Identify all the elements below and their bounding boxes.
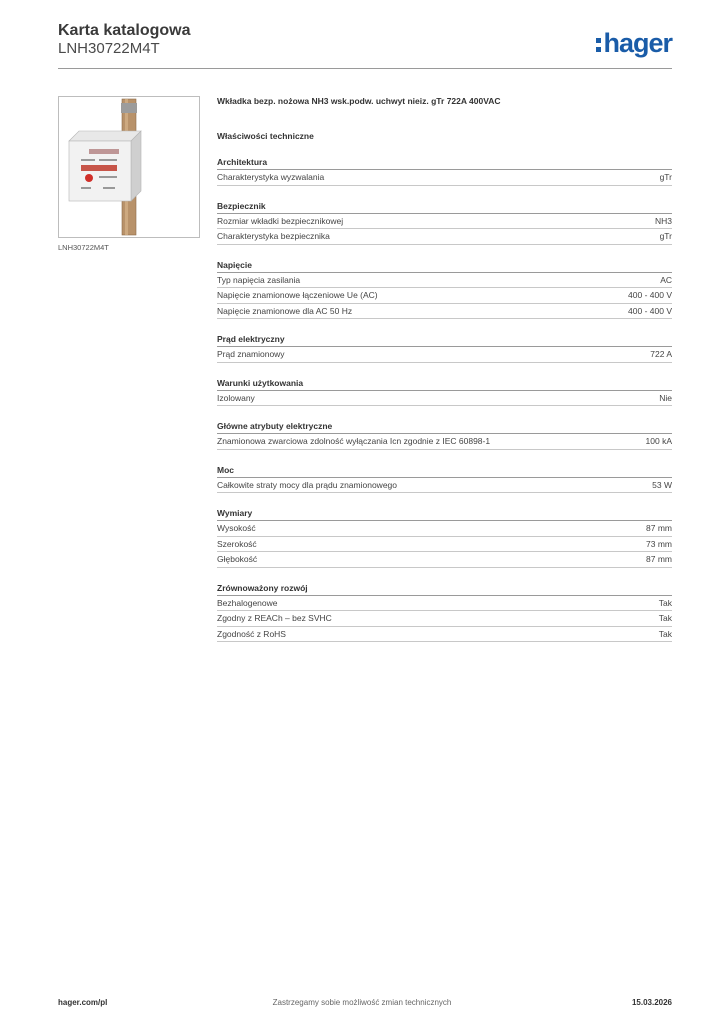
spec-label: Bezhalogenowe [217,597,278,608]
spec-row [217,214,672,230]
spec-value: 87 mm [646,523,672,533]
page-title: Karta katalogowa [58,22,191,39]
spec-section [217,334,672,363]
spec-value: Tak [658,613,672,623]
spec-label: Izolowany [217,392,255,403]
spec-label: Typ napięcia zasilania [217,274,301,285]
spec-row [217,521,672,537]
footer-website-link[interactable]: hager.com/pl [58,998,108,1007]
spec-value: gTr [659,172,672,182]
spec-label: Napięcie znamionowe łączeniowe Ue (AC) [217,290,378,300]
hager-logo[interactable] [596,28,672,58]
spec-section [217,201,672,245]
image-caption: LNH30722M4T [58,243,109,252]
spec-section [217,508,672,568]
header-divider [58,68,672,69]
spec-label: Prąd znamionowy [217,349,285,359]
spec-section [217,583,672,643]
spec-content [217,96,672,642]
logo-wordmark: hager [603,27,672,58]
spec-row [217,288,672,304]
spec-row [217,627,672,643]
spec-value: Nie [659,392,672,403]
spec-row [217,273,672,289]
section-title: Napięcie [217,260,672,273]
spec-value: NH3 [654,215,672,226]
spec-value: 400 - 400 V [628,290,672,300]
spec-row [217,304,672,320]
spec-row [217,391,672,407]
spec-value: 87 mm [646,554,672,564]
product-image [58,96,200,238]
spec-section [217,378,672,407]
spec-label: Wysokość [217,523,256,533]
section-title: Bezpiecznik [217,201,672,214]
product-description: Wkładka bezp. nożowa NH3 wsk.podw. uchwyt nieiz. gTr 722A 400VAC [217,96,501,106]
spec-value: gTr [659,231,672,241]
spec-label: Napięcie znamionowe dla AC 50 Hz [217,305,353,316]
spec-row [217,434,672,450]
spec-value: 722 A [650,349,672,359]
spec-section [217,260,672,320]
spec-label: Charakterystyka wyzwalania [217,172,325,182]
tech-properties-heading: Właściwości techniczne [217,131,314,141]
spec-row [217,347,672,363]
spec-row [217,478,672,494]
spec-label: Całkowite straty mocy dla prądu znamionowego [217,479,398,490]
spec-label: Znamionowa zwarciowa zdolność wyłączania Icn zgodnie z IEC 60898-1 [217,436,491,446]
section-title: Architektura [217,157,672,170]
fuse-illustration-icon [59,97,199,237]
spec-value: 73 mm [646,538,672,549]
spec-sections [217,157,672,642]
spec-row [217,537,672,553]
spec-label: Szerokość [217,538,257,549]
section-title: Warunki użytkowania [217,378,672,391]
spec-value: Tak [658,628,672,639]
section-title: Główne atrybuty elektryczne [217,421,672,434]
spec-section [217,421,672,450]
spec-value: Tak [658,597,672,608]
section-title: Zrównoważony rozwój [217,583,672,596]
spec-label: Rozmiar wkładki bezpiecznikowej [217,215,344,226]
footer-date: 15.03.2026 [631,998,672,1007]
spec-value: AC [660,274,672,285]
product-code: LNH30722M4T [58,40,160,57]
spec-section [217,157,672,186]
spec-row [217,611,672,627]
section-title: Moc [217,465,672,478]
section-title: Prąd elektryczny [217,334,672,347]
section-title: Wymiary [217,508,672,521]
spec-label: Zgodność z RoHS [217,628,286,639]
spec-label: Charakterystyka bezpiecznika [217,231,330,241]
footer-disclaimer: Zastrzegamy sobie możliwość zmian technicznych [272,998,452,1007]
spec-row [217,596,672,612]
spec-value: 100 kA [645,436,672,446]
spec-value: 53 W [652,479,672,490]
spec-row [217,229,672,245]
spec-row [217,170,672,186]
spec-row [217,552,672,568]
logo-dots-icon [596,38,601,52]
spec-label: Głębokość [217,554,258,564]
spec-section [217,465,672,494]
spec-value: 400 - 400 V [628,305,672,316]
spec-label: Zgodny z REACh – bez SVHC [217,613,332,623]
